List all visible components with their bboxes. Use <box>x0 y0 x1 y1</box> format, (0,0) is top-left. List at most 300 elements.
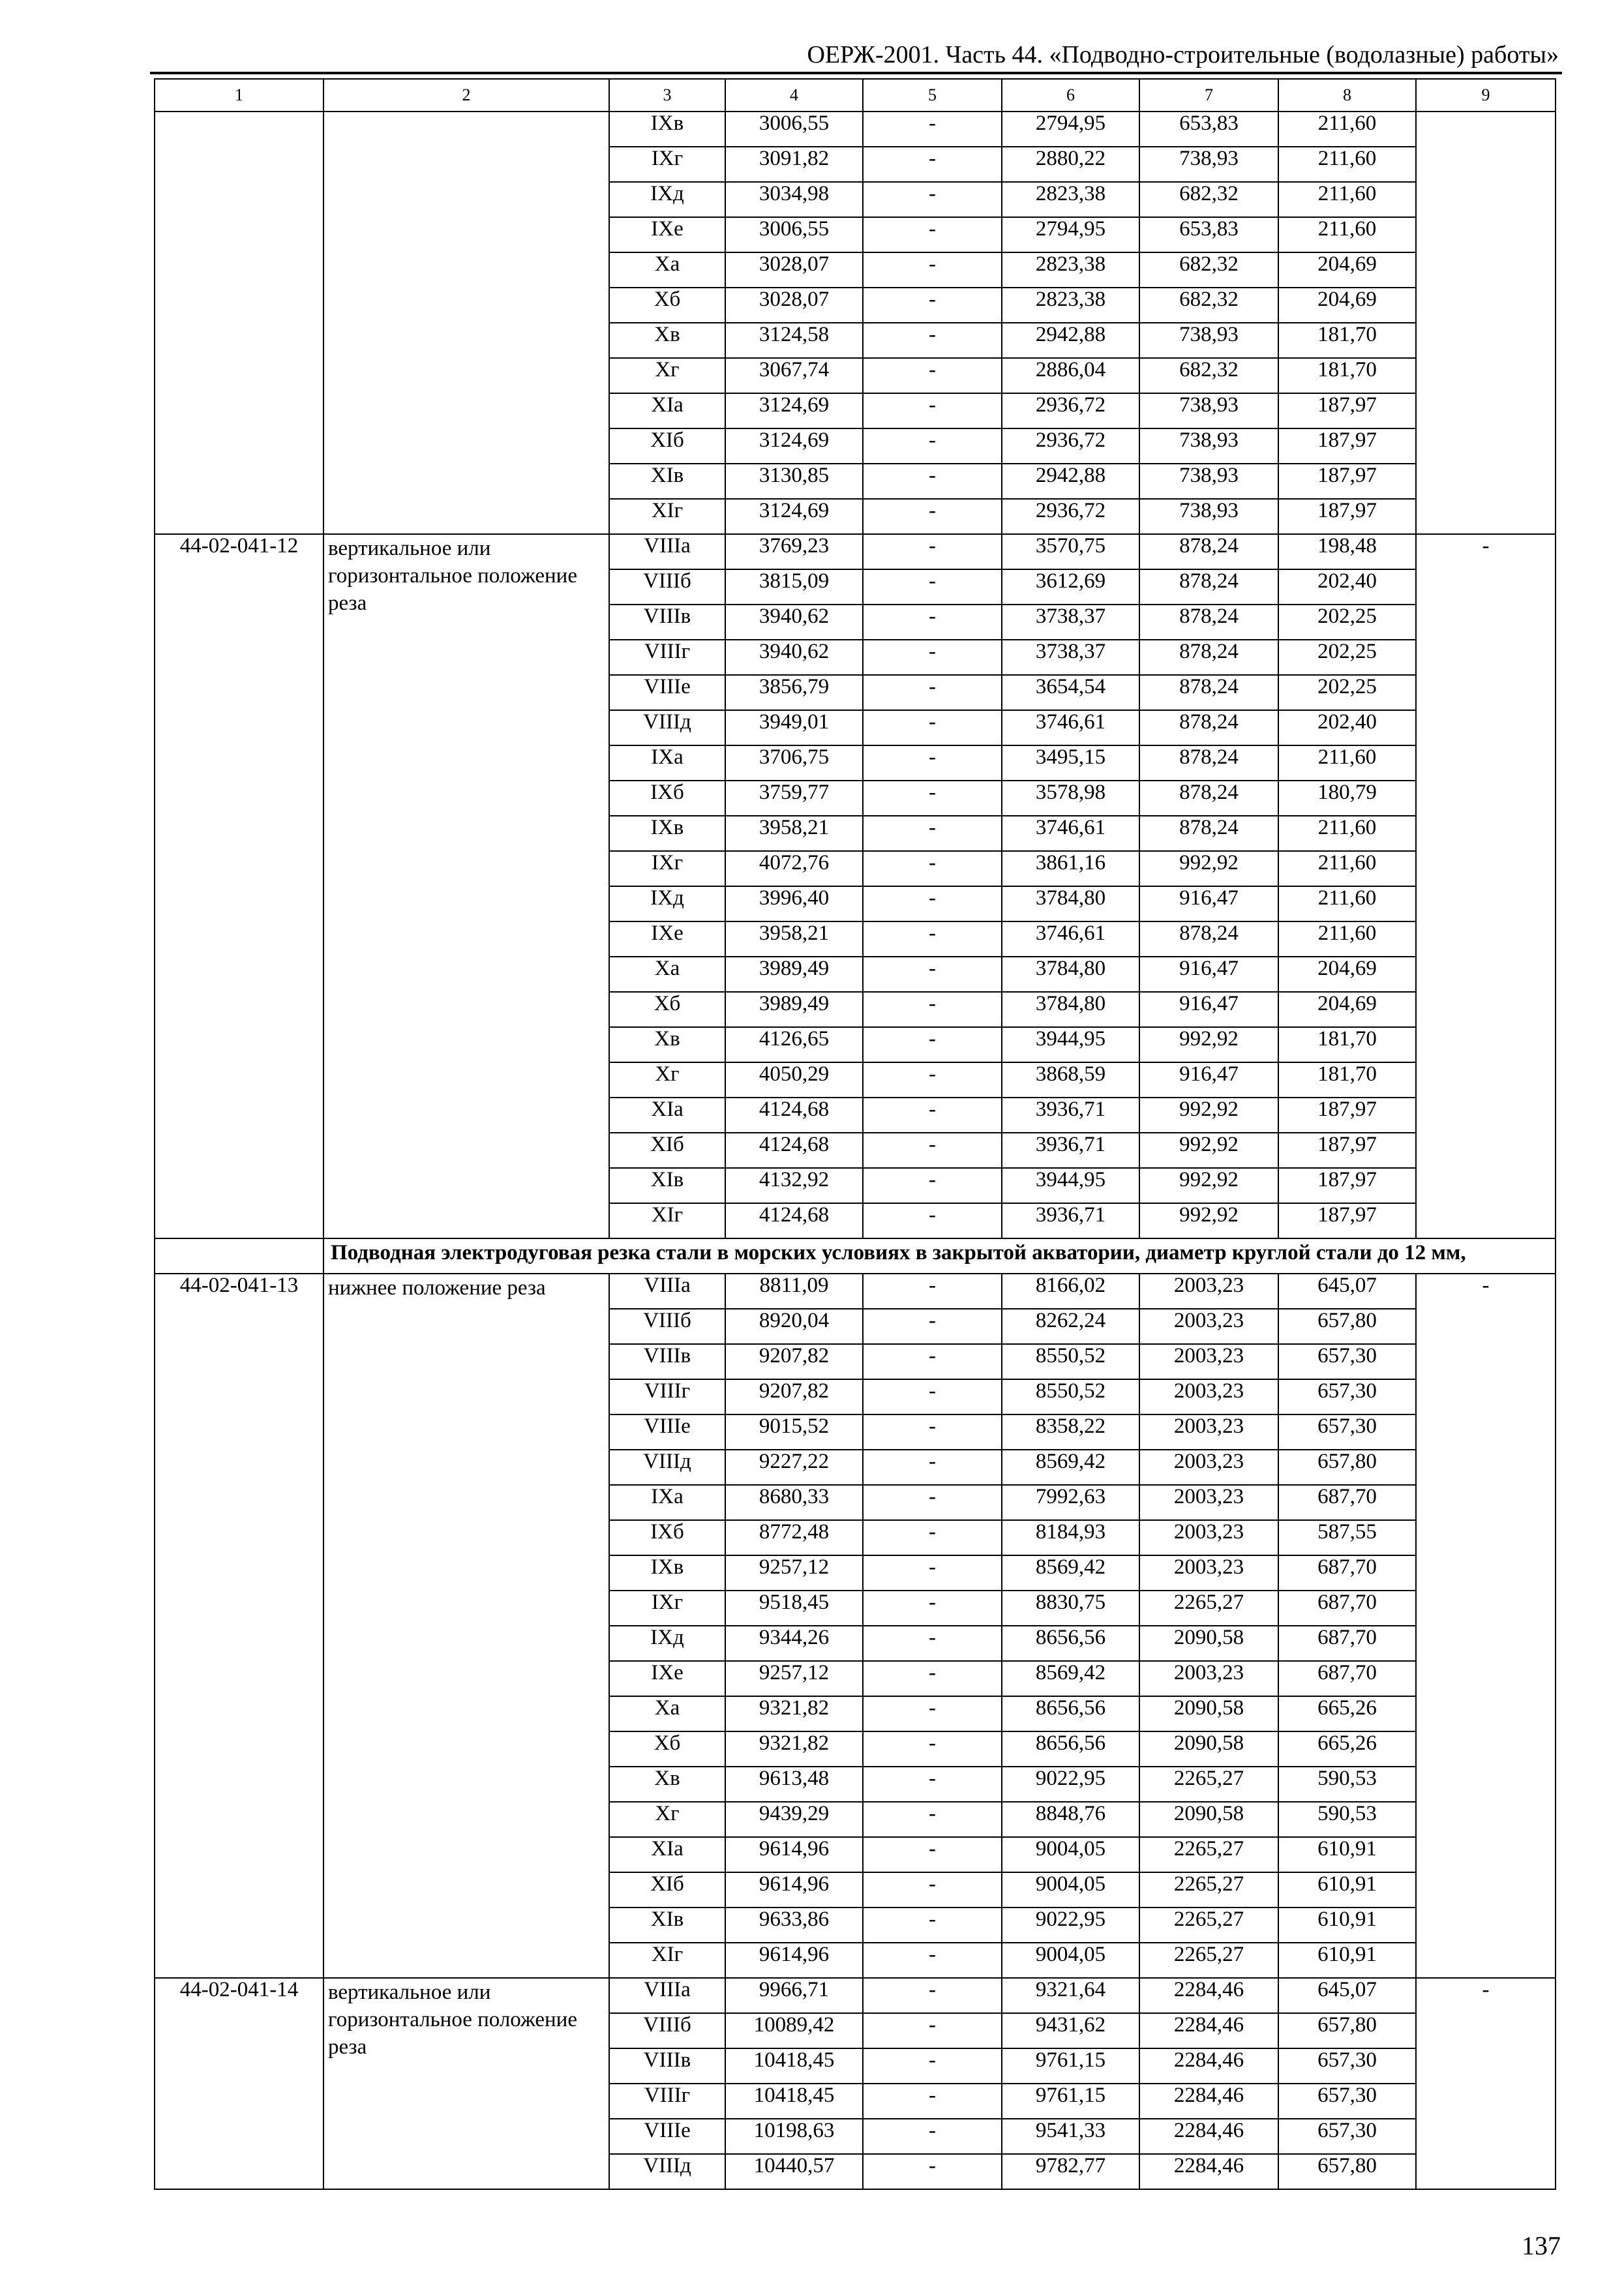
total-cost-cell: 9633,86 <box>725 1908 863 1943</box>
labor-wages-cell: 916,47 <box>1139 886 1278 921</box>
table-row <box>155 534 1556 569</box>
machine-cost-cell: - <box>863 992 1002 1027</box>
materials-cost-cell: 180,79 <box>1278 781 1416 816</box>
materials-cost-cell: 204,69 <box>1278 957 1416 992</box>
labor-wages-cell: 2090,58 <box>1139 1802 1278 1837</box>
class-cell: Xб <box>609 1731 725 1767</box>
machine-cost-cell: - <box>863 1731 1002 1767</box>
labor-cost-cell: 3578,98 <box>1002 781 1139 816</box>
labor-wages-cell: 878,24 <box>1139 534 1278 569</box>
labor-wages-cell: 2003,23 <box>1139 1379 1278 1414</box>
total-cost-cell: 4072,76 <box>725 851 863 886</box>
total-cost-cell: 9321,82 <box>725 1696 863 1731</box>
materials-cost-cell: 181,70 <box>1278 1027 1416 1062</box>
materials-cost-cell: 198,48 <box>1278 534 1416 569</box>
labor-wages-cell: 2284,46 <box>1139 2048 1278 2084</box>
class-cell: VIIIб <box>609 569 725 605</box>
total-cost-cell: 3949,01 <box>725 710 863 745</box>
class-cell: Xа <box>609 1696 725 1731</box>
class-cell: IXг <box>609 147 725 182</box>
class-cell: XIв <box>609 1908 725 1943</box>
labor-cost-cell: 3570,75 <box>1002 534 1139 569</box>
class-cell: VIIIв <box>609 2048 725 2084</box>
total-cost-cell: 3006,55 <box>725 112 863 147</box>
labor-cost-cell: 8569,42 <box>1002 1555 1139 1591</box>
machine-cost-cell: - <box>863 675 1002 710</box>
rate-description <box>323 112 609 534</box>
labor-cost-cell: 2880,22 <box>1002 147 1139 182</box>
machine-cost-cell: - <box>863 1908 1002 1943</box>
machine-cost-cell: - <box>863 1978 1002 2013</box>
labor-wages-cell: 992,92 <box>1139 1027 1278 1062</box>
total-cost-cell: 9015,52 <box>725 1414 863 1450</box>
labor-cost-cell: 9761,15 <box>1002 2048 1139 2084</box>
class-cell: VIIIе <box>609 2119 725 2154</box>
labor-wages-cell: 916,47 <box>1139 992 1278 1027</box>
labor-cost-cell: 8166,02 <box>1002 1274 1139 1309</box>
labor-cost-cell: 3784,80 <box>1002 886 1139 921</box>
labor-cost-cell: 8569,42 <box>1002 1450 1139 1485</box>
total-cost-cell: 3856,79 <box>725 675 863 710</box>
class-cell: IXг <box>609 1591 725 1626</box>
materials-cost-cell: 187,97 <box>1278 1168 1416 1203</box>
labor-wages-cell: 738,93 <box>1139 464 1278 499</box>
labor-cost-cell: 2936,72 <box>1002 428 1139 464</box>
total-cost-cell: 10198,63 <box>725 2119 863 2154</box>
class-cell: XIг <box>609 499 725 534</box>
labor-wages-cell: 916,47 <box>1139 957 1278 992</box>
labor-cost-cell: 3654,54 <box>1002 675 1139 710</box>
total-cost-cell: 9613,48 <box>725 1767 863 1802</box>
machine-cost-cell: - <box>863 745 1002 781</box>
machine-cost-cell: - <box>863 1626 1002 1661</box>
materials-cost-cell: 645,07 <box>1278 1978 1416 2013</box>
labor-wages-cell: 2284,46 <box>1139 2084 1278 2119</box>
class-cell: XIб <box>609 428 725 464</box>
total-cost-cell: 9257,12 <box>725 1555 863 1591</box>
total-cost-cell: 9227,22 <box>725 1450 863 1485</box>
machine-cost-cell: - <box>863 957 1002 992</box>
rate-code: 44-02-041-12 <box>155 534 323 1238</box>
labor-wages-cell: 682,32 <box>1139 182 1278 217</box>
materials-cost-cell: 657,30 <box>1278 1344 1416 1379</box>
header-rule <box>150 72 1562 74</box>
materials-cost-cell: 204,69 <box>1278 252 1416 288</box>
materials-cost-cell: 181,70 <box>1278 323 1416 358</box>
machine-cost-cell: - <box>863 182 1002 217</box>
rate-description: вертикальное или горизонтальное положение реза <box>323 1978 609 2189</box>
machine-cost-cell: - <box>863 1520 1002 1555</box>
machine-cost-cell: - <box>863 569 1002 605</box>
materials-cost-cell: 202,25 <box>1278 605 1416 640</box>
labor-cost-cell: 9761,15 <box>1002 2084 1139 2119</box>
machine-cost-cell: - <box>863 1767 1002 1802</box>
materials-cost-cell: 610,91 <box>1278 1872 1416 1908</box>
total-cost-cell: 3028,07 <box>725 288 863 323</box>
machine-cost-cell: - <box>863 1274 1002 1309</box>
materials-cost-cell: 202,25 <box>1278 675 1416 710</box>
labor-wages-cell: 2003,23 <box>1139 1485 1278 1520</box>
total-cost-cell: 3940,62 <box>725 605 863 640</box>
total-cost-cell: 10089,42 <box>725 2013 863 2048</box>
labor-wages-cell: 2003,23 <box>1139 1344 1278 1379</box>
labor-wages-cell: 2265,27 <box>1139 1767 1278 1802</box>
total-cost-cell: 3989,49 <box>725 957 863 992</box>
labor-cost-cell: 8848,76 <box>1002 1802 1139 1837</box>
labor-cost-cell: 3936,71 <box>1002 1203 1139 1238</box>
table-body <box>155 79 1556 2189</box>
machine-cost-cell: - <box>863 816 1002 851</box>
total-cost-cell: 9207,82 <box>725 1379 863 1414</box>
machine-cost-cell: - <box>863 1837 1002 1872</box>
labor-cost-cell: 3944,95 <box>1002 1168 1139 1203</box>
labor-wages-cell: 916,47 <box>1139 1062 1278 1098</box>
column-number: 5 <box>863 79 1002 112</box>
total-cost-cell: 3958,21 <box>725 816 863 851</box>
total-cost-cell: 4124,68 <box>725 1203 863 1238</box>
machine-cost-cell: - <box>863 1133 1002 1168</box>
class-cell: Xа <box>609 957 725 992</box>
total-cost-cell: 9257,12 <box>725 1661 863 1696</box>
materials-cost-cell: 687,70 <box>1278 1555 1416 1591</box>
class-cell: IXг <box>609 851 725 886</box>
machine-cost-cell: - <box>863 1309 1002 1344</box>
class-cell: XIа <box>609 393 725 428</box>
total-cost-cell: 8772,48 <box>725 1520 863 1555</box>
column-number: 9 <box>1416 79 1556 112</box>
labor-wages-cell: 2284,46 <box>1139 2013 1278 2048</box>
labor-cost-cell: 3784,80 <box>1002 957 1139 992</box>
machine-cost-cell: - <box>863 2013 1002 2048</box>
labor-wages-cell: 2090,58 <box>1139 1696 1278 1731</box>
machine-cost-cell: - <box>863 1168 1002 1203</box>
materials-cost-cell: 202,40 <box>1278 710 1416 745</box>
machine-cost-cell: - <box>863 1062 1002 1098</box>
class-cell: VIIIе <box>609 1414 725 1450</box>
machine-cost-cell: - <box>863 1344 1002 1379</box>
labor-wages-cell: 2003,23 <box>1139 1661 1278 1696</box>
class-cell: XIг <box>609 1203 725 1238</box>
labor-cost-cell: 8358,22 <box>1002 1414 1139 1450</box>
total-cost-cell: 3091,82 <box>725 147 863 182</box>
machine-cost-cell: - <box>863 1203 1002 1238</box>
class-cell: VIIIв <box>609 605 725 640</box>
class-cell: XIа <box>609 1098 725 1133</box>
column-number: 7 <box>1139 79 1278 112</box>
labor-wages-cell: 738,93 <box>1139 147 1278 182</box>
labor-wages-cell: 682,32 <box>1139 288 1278 323</box>
total-cost-cell: 3815,09 <box>725 569 863 605</box>
materials-cost-cell: 202,25 <box>1278 640 1416 675</box>
machine-cost-cell: - <box>863 1555 1002 1591</box>
materials-cost-cell: 590,53 <box>1278 1767 1416 1802</box>
class-cell: IXв <box>609 112 725 147</box>
class-cell: IXд <box>609 886 725 921</box>
total-cost-cell: 3989,49 <box>725 992 863 1027</box>
materials-cost-cell: 187,97 <box>1278 1203 1416 1238</box>
machine-cost-cell: - <box>863 605 1002 640</box>
total-cost-cell: 4132,92 <box>725 1168 863 1203</box>
labor-wages-cell: 992,92 <box>1139 1168 1278 1203</box>
total-cost-cell: 3028,07 <box>725 252 863 288</box>
total-cost-cell: 3067,74 <box>725 358 863 393</box>
labor-wages-cell: 738,93 <box>1139 323 1278 358</box>
machine-cost-cell: - <box>863 1098 1002 1133</box>
materials-cost-cell: 181,70 <box>1278 358 1416 393</box>
labor-cost-cell: 3936,71 <box>1002 1133 1139 1168</box>
section-title-row <box>155 1238 1556 1274</box>
total-cost-cell: 3958,21 <box>725 921 863 957</box>
page-number: 137 <box>1522 2231 1561 2260</box>
class-cell: Xг <box>609 358 725 393</box>
labor-cost-cell: 9321,64 <box>1002 1978 1139 2013</box>
machine-cost-cell: - <box>863 640 1002 675</box>
materials-cost-cell: 187,97 <box>1278 1098 1416 1133</box>
labor-cost-cell: 3944,95 <box>1002 1027 1139 1062</box>
materials-cost-cell: 211,60 <box>1278 217 1416 252</box>
machine-cost-cell: - <box>863 1802 1002 1837</box>
class-cell: IXд <box>609 1626 725 1661</box>
labor-cost-cell: 3746,61 <box>1002 816 1139 851</box>
labor-cost-cell: 3612,69 <box>1002 569 1139 605</box>
labor-cost-cell: 3746,61 <box>1002 710 1139 745</box>
class-cell: VIIIд <box>609 1450 725 1485</box>
materials-cost-cell: 657,30 <box>1278 1414 1416 1450</box>
rate-description: нижнее положение реза <box>323 1274 609 1978</box>
machine-cost-cell: - <box>863 358 1002 393</box>
class-cell: Xг <box>609 1062 725 1098</box>
labor-cost-cell: 2886,04 <box>1002 358 1139 393</box>
materials-cost-cell: 665,26 <box>1278 1731 1416 1767</box>
materials-cost-cell: 211,60 <box>1278 921 1416 957</box>
column-number: 3 <box>609 79 725 112</box>
labor-wages-cell: 653,83 <box>1139 217 1278 252</box>
machine-cost-cell: - <box>863 2048 1002 2084</box>
class-cell: IXб <box>609 1520 725 1555</box>
column-9-cell: - <box>1416 534 1556 1238</box>
materials-cost-cell: 187,97 <box>1278 393 1416 428</box>
class-cell: IXв <box>609 1555 725 1591</box>
class-cell: Xг <box>609 1802 725 1837</box>
column-9-cell: - <box>1416 1274 1556 1978</box>
materials-cost-cell: 187,97 <box>1278 464 1416 499</box>
labor-cost-cell: 8569,42 <box>1002 1661 1139 1696</box>
total-cost-cell: 3996,40 <box>725 886 863 921</box>
materials-cost-cell: 204,69 <box>1278 992 1416 1027</box>
column-9-cell: - <box>1416 1978 1556 2189</box>
labor-wages-cell: 878,24 <box>1139 816 1278 851</box>
class-cell: Xв <box>609 323 725 358</box>
labor-cost-cell: 9541,33 <box>1002 2119 1139 2154</box>
class-cell: IXе <box>609 1661 725 1696</box>
total-cost-cell: 3124,69 <box>725 428 863 464</box>
labor-cost-cell: 2936,72 <box>1002 499 1139 534</box>
total-cost-cell: 4050,29 <box>725 1062 863 1098</box>
labor-wages-cell: 2003,23 <box>1139 1274 1278 1309</box>
total-cost-cell: 3124,69 <box>725 499 863 534</box>
total-cost-cell: 9321,82 <box>725 1731 863 1767</box>
labor-wages-cell: 2003,23 <box>1139 1520 1278 1555</box>
total-cost-cell: 9344,26 <box>725 1626 863 1661</box>
labor-cost-cell: 8656,56 <box>1002 1696 1139 1731</box>
labor-cost-cell: 2823,38 <box>1002 288 1139 323</box>
labor-cost-cell: 3936,71 <box>1002 1098 1139 1133</box>
table-row <box>155 1274 1556 1309</box>
labor-cost-cell: 9004,05 <box>1002 1837 1139 1872</box>
rate-code: 44-02-041-13 <box>155 1274 323 1978</box>
materials-cost-cell: 687,70 <box>1278 1485 1416 1520</box>
class-cell: Xа <box>609 252 725 288</box>
materials-cost-cell: 211,60 <box>1278 147 1416 182</box>
machine-cost-cell: - <box>863 393 1002 428</box>
labor-cost-cell: 8656,56 <box>1002 1626 1139 1661</box>
machine-cost-cell: - <box>863 2154 1002 2189</box>
machine-cost-cell: - <box>863 499 1002 534</box>
class-cell: Xб <box>609 992 725 1027</box>
machine-cost-cell: - <box>863 252 1002 288</box>
total-cost-cell: 10418,45 <box>725 2084 863 2119</box>
total-cost-cell: 3759,77 <box>725 781 863 816</box>
materials-cost-cell: 665,26 <box>1278 1696 1416 1731</box>
labor-cost-cell: 9004,05 <box>1002 1872 1139 1908</box>
materials-cost-cell: 610,91 <box>1278 1908 1416 1943</box>
column-number: 4 <box>725 79 863 112</box>
labor-cost-cell: 8550,52 <box>1002 1379 1139 1414</box>
labor-wages-cell: 2284,46 <box>1139 2119 1278 2154</box>
machine-cost-cell: - <box>863 323 1002 358</box>
materials-cost-cell: 211,60 <box>1278 112 1416 147</box>
total-cost-cell: 8680,33 <box>725 1485 863 1520</box>
materials-cost-cell: 645,07 <box>1278 1274 1416 1309</box>
class-cell: Xв <box>609 1767 725 1802</box>
labor-wages-cell: 878,24 <box>1139 781 1278 816</box>
labor-cost-cell: 3746,61 <box>1002 921 1139 957</box>
total-cost-cell: 4124,68 <box>725 1098 863 1133</box>
labor-wages-cell: 738,93 <box>1139 428 1278 464</box>
labor-wages-cell: 878,24 <box>1139 710 1278 745</box>
machine-cost-cell: - <box>863 1485 1002 1520</box>
materials-cost-cell: 587,55 <box>1278 1520 1416 1555</box>
materials-cost-cell: 610,91 <box>1278 1837 1416 1872</box>
class-cell: VIIIв <box>609 1344 725 1379</box>
total-cost-cell: 3769,23 <box>725 534 863 569</box>
labor-cost-cell: 8262,24 <box>1002 1309 1139 1344</box>
materials-cost-cell: 657,80 <box>1278 1309 1416 1344</box>
machine-cost-cell: - <box>863 2119 1002 2154</box>
machine-cost-cell: - <box>863 1943 1002 1978</box>
class-cell: Xв <box>609 1027 725 1062</box>
total-cost-cell: 9614,96 <box>725 1943 863 1978</box>
class-cell: XIв <box>609 1168 725 1203</box>
rate-description: вертикальное или горизонтальное положение реза <box>323 534 609 1238</box>
labor-wages-cell: 878,24 <box>1139 640 1278 675</box>
column-number: 6 <box>1002 79 1139 112</box>
labor-cost-cell: 2942,88 <box>1002 464 1139 499</box>
materials-cost-cell: 202,40 <box>1278 569 1416 605</box>
labor-cost-cell: 3738,37 <box>1002 605 1139 640</box>
materials-cost-cell: 657,30 <box>1278 2084 1416 2119</box>
labor-cost-cell: 2823,38 <box>1002 252 1139 288</box>
total-cost-cell: 3124,58 <box>725 323 863 358</box>
total-cost-cell: 9207,82 <box>725 1344 863 1379</box>
class-cell: VIIIб <box>609 1309 725 1344</box>
materials-cost-cell: 211,60 <box>1278 745 1416 781</box>
labor-cost-cell: 9022,95 <box>1002 1767 1139 1802</box>
total-cost-cell: 3124,69 <box>725 393 863 428</box>
class-cell: IXа <box>609 745 725 781</box>
materials-cost-cell: 657,80 <box>1278 2154 1416 2189</box>
class-cell: VIIIг <box>609 640 725 675</box>
labor-wages-cell: 682,32 <box>1139 358 1278 393</box>
class-cell: VIIIг <box>609 1379 725 1414</box>
total-cost-cell: 3130,85 <box>725 464 863 499</box>
column-number-row <box>155 79 1556 112</box>
machine-cost-cell: - <box>863 1591 1002 1626</box>
class-cell: XIа <box>609 1837 725 1872</box>
labor-wages-cell: 2265,27 <box>1139 1943 1278 1978</box>
total-cost-cell: 9614,96 <box>725 1872 863 1908</box>
machine-cost-cell: - <box>863 1027 1002 1062</box>
labor-cost-cell: 3495,15 <box>1002 745 1139 781</box>
labor-wages-cell: 2265,27 <box>1139 1837 1278 1872</box>
class-cell: IXе <box>609 217 725 252</box>
machine-cost-cell: - <box>863 288 1002 323</box>
materials-cost-cell: 187,97 <box>1278 428 1416 464</box>
labor-cost-cell: 2942,88 <box>1002 323 1139 358</box>
machine-cost-cell: - <box>863 921 1002 957</box>
table-row <box>155 112 1556 147</box>
rate-code: 44-02-041-14 <box>155 1978 323 2189</box>
machine-cost-cell: - <box>863 886 1002 921</box>
machine-cost-cell: - <box>863 1414 1002 1450</box>
materials-cost-cell: 687,70 <box>1278 1626 1416 1661</box>
materials-cost-cell: 204,69 <box>1278 288 1416 323</box>
materials-cost-cell: 211,60 <box>1278 886 1416 921</box>
labor-wages-cell: 2090,58 <box>1139 1731 1278 1767</box>
labor-wages-cell: 992,92 <box>1139 851 1278 886</box>
total-cost-cell: 9614,96 <box>725 1837 863 1872</box>
labor-cost-cell: 8184,93 <box>1002 1520 1139 1555</box>
class-cell: XIб <box>609 1133 725 1168</box>
materials-cost-cell: 657,30 <box>1278 2119 1416 2154</box>
total-cost-cell: 9518,45 <box>725 1591 863 1626</box>
labor-cost-cell: 2936,72 <box>1002 393 1139 428</box>
materials-cost-cell: 657,30 <box>1278 2048 1416 2084</box>
class-cell: VIIIе <box>609 675 725 710</box>
total-cost-cell: 4124,68 <box>725 1133 863 1168</box>
materials-cost-cell: 181,70 <box>1278 1062 1416 1098</box>
class-cell: Xб <box>609 288 725 323</box>
labor-cost-cell: 8550,52 <box>1002 1344 1139 1379</box>
class-cell: XIг <box>609 1943 725 1978</box>
class-cell: IXв <box>609 816 725 851</box>
labor-wages-cell: 992,92 <box>1139 1203 1278 1238</box>
class-cell: VIIIд <box>609 710 725 745</box>
labor-cost-cell: 2794,95 <box>1002 112 1139 147</box>
materials-cost-cell: 687,70 <box>1278 1661 1416 1696</box>
materials-cost-cell: 211,60 <box>1278 816 1416 851</box>
labor-wages-cell: 738,93 <box>1139 393 1278 428</box>
labor-cost-cell: 3868,59 <box>1002 1062 1139 1098</box>
class-cell: IXа <box>609 1485 725 1520</box>
labor-cost-cell: 3784,80 <box>1002 992 1139 1027</box>
labor-wages-cell: 2003,23 <box>1139 1414 1278 1450</box>
column-number: 8 <box>1278 79 1416 112</box>
materials-cost-cell: 657,80 <box>1278 1450 1416 1485</box>
labor-cost-cell: 9782,77 <box>1002 2154 1139 2189</box>
class-cell: IXе <box>609 921 725 957</box>
labor-wages-cell: 878,24 <box>1139 745 1278 781</box>
